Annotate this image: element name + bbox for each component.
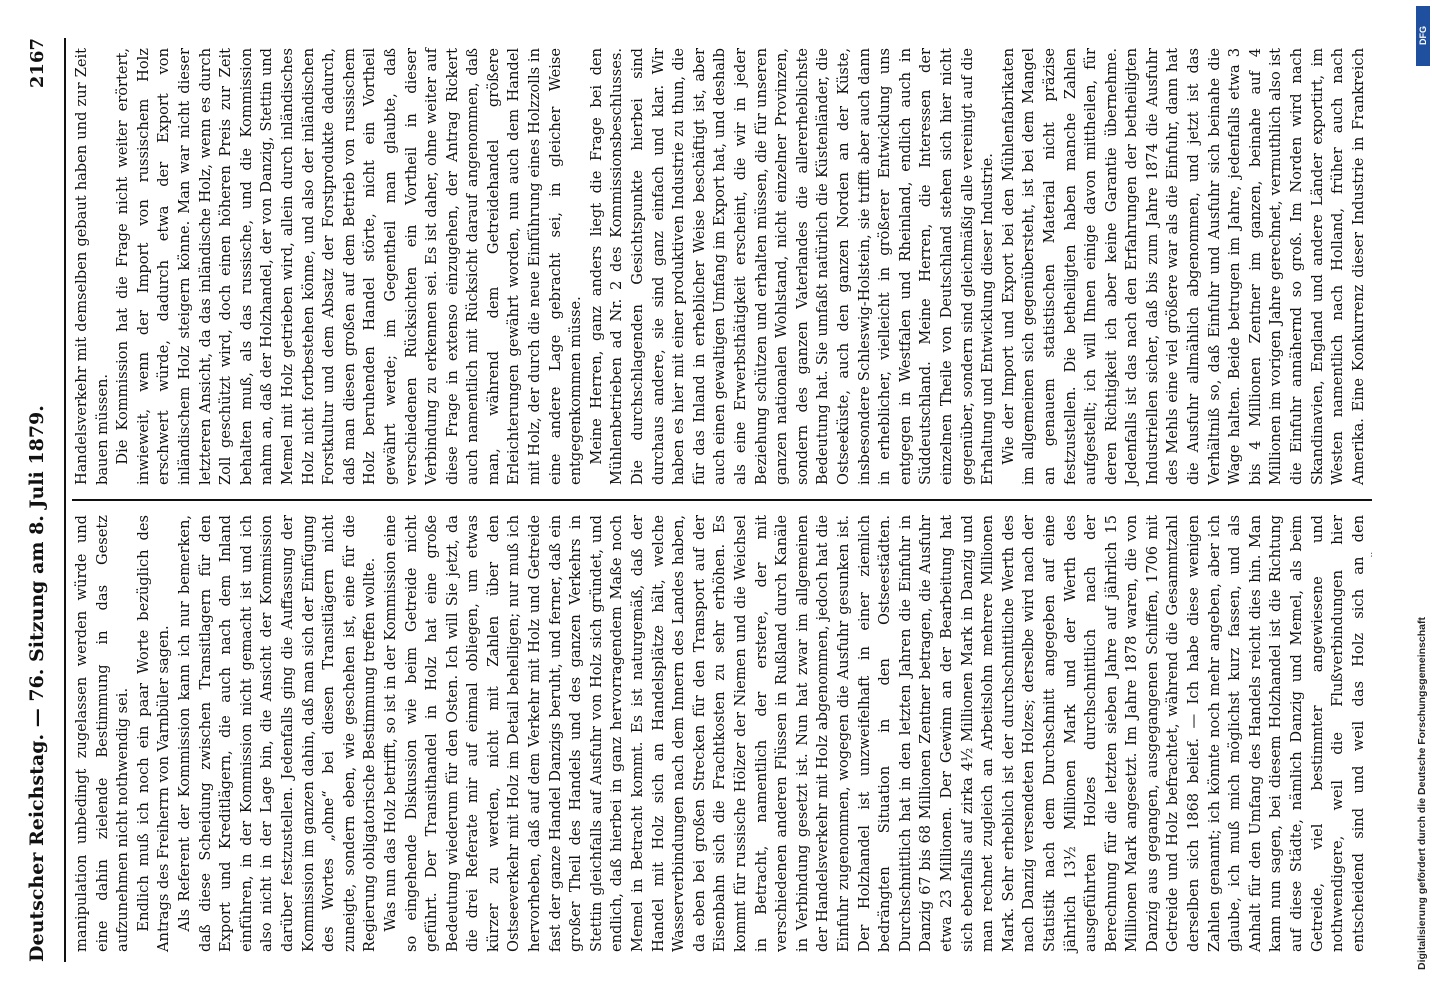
column-left xyxy=(72,505,1372,962)
paragraph: Wie der Import und Export bei den Mühlenfabrikaten im allgemeinen sich gegenübersteht, ist bei dem Mangel an genauem statistischen Material nicht präzise festzustellen. Die betheiligten haben manche Zahlen aufgestellt; ich will Ihnen einige davon mittheilen, für deren Richtigkeit ich aber keine Garantie übernehme. Jedenfalls ist das nach den Erfahrungen der betheiligten Industriellen sicher, daß bis zum Jahre 1874 die Ausfuhr des Mehls eine viel größere war als die Einfuhr, dann hat die Ausfuhr allmählich abgenommen, und jetzt ist das Verhältniß so, daß Einfuhr und Ausfuhr sich beinahe die Wage halten. Beide betrugen im Jahre, jedenfalls etwa 3 bis 4 Millionen Zentner im ganzen, beinahe auf 4 Millionen im vorigen Jahre gerechnet, vermuthlich also ist die Einfuhr annähernd so groß. Im Norden wird nach Skandinavien, England und andere Länder exportirt, im Westen namentlich nach Holland, früher auch nach Amerika. Eine Konkurrenz dieser Industrie in Frankreich xyxy=(999,48,1367,485)
header-title: Deutscher Reichstag. — 76. Sitzung am 8. Juli 1879. xyxy=(26,405,48,962)
column-divider xyxy=(72,499,1372,501)
paragraph: Endlich muß ich noch ein paar Worte bezüglich des Antrags des Freiherrn von Varnbüler sagen. xyxy=(134,515,173,952)
rotated-newspaper-page xyxy=(16,20,1416,980)
dfg-logo: DFG xyxy=(1416,6,1430,66)
paragraph: Handelsverkehr mit demselben gebaut haben und zur Zeit bauen müssen. xyxy=(73,48,111,485)
column-right xyxy=(72,38,1372,495)
page-number: 2167 xyxy=(27,38,48,89)
paragraph: Meine Herren, ganz anders liegt die Frage bei den Mühlenbetrieben ad Nr. 2 des Kommissionsbeschlusses. Die durchschlagenden Gesichtspunkte hierbei sind durchaus andere, sie sind ganz einfach und klar. Wir haben es hier mit einer produktiven Industrie zu thun, die für das Inland in erheblicher Weise beschäftigt ist, aber auch einen gewaltigen Umfang im Export hat, und deshalb als eine Erwerbsthätigkeit erscheint, die wir in jeder Beziehung schützen und erhalten müssen, die für unseren ganzen nationalen Wohlstand, nicht einzelner Provinzen, sondern des ganzen Vaterlandes die allererheblichste Bedeutung hat. Sie umfaßt natürlich die Küstenländer, die Ostseeküste, auch den ganzen Norden an der Küste, insbesondere Schleswig-Holstein, sie trifft aber auch dann in erheblicher, vielleicht in größerer Entwicklung uns entgegen in Westfalen und Rheinland, endlich auch in Süddeutschland. Meine Herren, die Interessen der einzelnen Theile von Deutschland stehen sich hier nicht gegenüber, sondern sind gleichmäßig alle vereinigt auf die Erhaltung und Entwicklung dieser Industrie. xyxy=(587,48,997,485)
paragraph: Die Kommission hat die Frage nicht weiter erörtert, inwieweit, wenn der Import von russischem Holz erschwert würde, dadurch etwa der Export von inländischem Holz steigern könne. Man war nicht dieser letzteren Ansicht, da das inländische Holz, wenn es durch Zoll geschützt wird, doch einen höheren Preis zur Zeit behalten muß, als das russische, und die Kommission nahm an, daß der Holzhandel, der von Danzig, Stettin und Memel mit Holz getrieben wird, allein durch inländisches Holz nicht fortbestehen könne, und also der inländischen Forstkultur und dem Absatz der Forstprodukte dadurch, daß man diesen großen auf dem Betrieb von russischem Holz beruhenden Handel störte, nicht ein Vortheil gewährt werde; im Gegentheil man glaubte, daß verschiedenen Rücksichten ein Vortheil in dieser Verbindung zu erkennen sei. Es ist daher, ohne weiter auf diese Frage in extenso einzugehen, der Antrag Rickert auch namentlich mit Rücksicht darauf angenommen, daß man, während dem Getreidehandel größere Erleichterungen gewährt worden, nun auch dem Handel mit Holz, der durch die neue Einführung eines Holzzolls in eine andere Lage gebracht sei, in gleicher Weise entgegenkommen müsse. xyxy=(114,48,585,485)
header-rule xyxy=(64,38,66,962)
text-columns xyxy=(72,38,1372,962)
page-header xyxy=(26,38,60,962)
paragraph: Als Referent der Kommission kann ich nur bemerken, daß diese Scheidung zwischen Transitlagern für den Export und Kreditlägern, die auch nach dem Inland einführen, in der Kommission nicht gemacht ist und ich also nicht in der Lage bin, die Ansicht der Kommission darüber festzustellen. Jedenfalls ging die Auffassung der Kommission im ganzen dahin, daß man sich der Einfügung des Wortes „ohne“ bei diesen Transitlägern nicht zuneigte, sondern eben, wie geschehen ist, eine für die Regierung obligatorische Bestimmung treffen wollte. xyxy=(175,515,379,952)
paragraph: Was nun das Holz betrifft, so ist in der Kommission eine so eingehende Diskussion wie beim Getreide nicht geführt. Der Transithandel in Holz hat eine große Bedeutung wiederum für den Osten. Ich will Sie jetzt, da die drei Referate mir auf einmal obliegen, um etwas kürzer zu werden, nicht mit Zahlen über den Ostseeverkehr mit Holz im Detail behelligen; nur muß ich hervorheben, daß auf dem Verkehr mit Holz und Getreide fast der ganze Handel Danzigs beruht, und ferner, daß ein großer Theil des Handels und des ganzen Verkehrs in Stettin gleichfalls auf Ausfuhr von Holz sich gründet, und endlich, daß hierbei in ganz hervorragendem Maße noch Memel in Betracht kommt. Es ist naturgemäß, daß der Handel mit Holz sich an Handelsplätze hält, welche Wasserverbindungen nach dem Innern des Landes haben, da eben bei großen Strecken für den Transport auf der Eisenbahn sich die Frachtkosten zu sehr erhöhen. Es kommt für russische Hölzer der Niemen und die Weichsel in Betracht, namentlich der erstere, der mit verschiedenen anderen Flüssen in Rußland durch Kanäle in Verbindung gesetzt ist. Nun hat zwar im allgemeinen der Handelsverkehr mit Holz abgenommen, jedoch hat die Einfuhr zugenommen, wogegen die Ausfuhr gesunken ist. Der Holzhandel ist unzweifelhaft in einer ziemlich bedrängten Situation in den Ostseestädten. Durchschnittlich hat in den letzten Jahren die Einfuhr in Danzig 67 bis 68 Millionen Zentner betragen, die Ausfuhr etwa 23 Millionen. Der Gewinn an der Bearbeitung hat sich ebenfalls auf zirka 4½ Millionen Mark in Danzig und man rechnet zugleich an Arbeitslohn mehrere Millionen Mark. Sehr erheblich ist der durchschnittliche Werth des nach Danzig versendeten Holzes; derselbe wird nach der Statistik nach dem Durchschnitt angegeben auf eine jährlich 13½ Millionen Mark und der Werth des ausgeführten Holzes durchschnittlich nach der Berechnung für die letzten sieben Jahre auf jährlich 15 Millionen Mark angesetzt. Im Jahre 1878 waren, die von Danzig aus gegangen, ausgegangenen Schiffen, 1706 mit Getreide und Holz befrachtet, während die Gesammtzahl derselben sich 1868 belief. — Ich habe diese wenigen Zahlen genannt; ich könnte noch mehr angeben, aber ich glaube, ich muß mich möglichst kurz fassen, und als Anhalt für den Umfang des Handels reicht dies hin. Man kann nun sagen, bei diesem Holzhandel ist die Richtung auf diese Städte, nämlich Danzig und Memel, als beim Getreide, viel bestimmter angewiesene und nothwendigere, weil die Flußverbindungen hier entscheidend sind und weil das Holz sich an den xyxy=(381,515,1367,952)
digitization-sidebar xyxy=(1414,0,1432,1000)
paragraph: manipulation unbedingt zugelassen werden würde und eine dahin zielende Bestimmung in das Gesetz aufzunehmen nicht nothwendig sei. xyxy=(73,515,132,952)
digitization-note: Digitalisierung gefördert durch die Deutsche Forschungsgemeinschaft xyxy=(1416,617,1428,970)
